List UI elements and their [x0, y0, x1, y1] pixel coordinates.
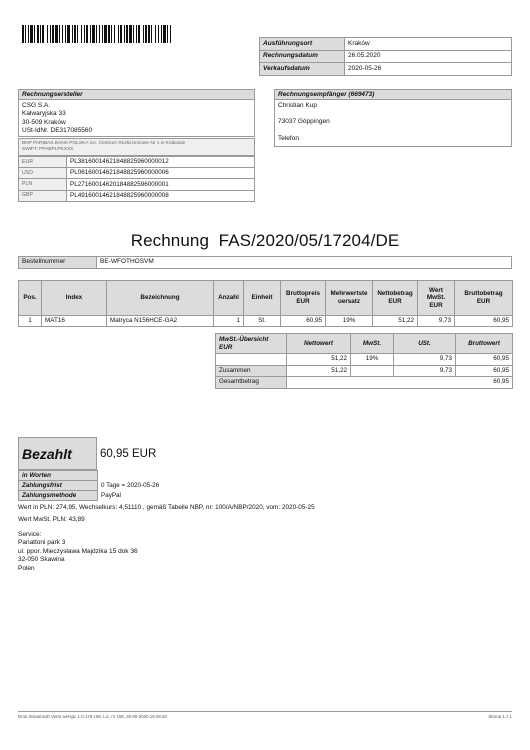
cell-gross-price: 60,95 [281, 316, 326, 327]
vat-cell-rate [351, 365, 394, 377]
order-row [19, 257, 512, 269]
cell-gross-amount: 60,95 [455, 316, 513, 327]
vat-header-gross: Bruttowert [456, 334, 513, 354]
recipient-address [275, 100, 511, 145]
col-header-index: Index [42, 281, 107, 316]
vat-cell-net: 51,22 [287, 365, 351, 377]
col-header-quantity: Anzahl [214, 281, 244, 316]
account-number: PL49160014621848825960000008 [67, 190, 255, 201]
paid-status-label: Bezahlt [18, 437, 97, 470]
payment-method-label: Zahlungsmethode [19, 491, 98, 501]
order-number-value: BE-WFOTHOSVM [97, 257, 512, 269]
footer-software-info: Druk Streamsoft Verto wersja: 1.0.178.168, Lic. nr 168, 26-05-2020 15:46:20 [18, 714, 167, 719]
total-value: 60,95 [287, 377, 513, 389]
vat-cell-rate: 19% [351, 354, 394, 366]
vat-cell-label [216, 354, 287, 366]
service-line: ul. ppor. Mieczysława Majdzika 15 dok 36 [18, 547, 138, 555]
meta-row-sale-date [260, 63, 512, 76]
vat-cell-net: 51,22 [287, 354, 351, 366]
col-header-gross-price: Bruttopreis EUR [281, 281, 326, 316]
issuer-street: Kalwaryjska 33 [22, 110, 66, 118]
bank-swift: SWIFT: PPABPLPKXXX [22, 147, 74, 153]
vat-summary-table [215, 333, 513, 389]
vat-cell-tax: 9,73 [394, 354, 456, 366]
recipient-box [274, 89, 512, 147]
table-row [216, 365, 513, 377]
col-header-vat-amount: Wert MwSt. EUR [418, 281, 455, 316]
table-row [19, 316, 513, 327]
order-number-label: Bestellnummer [19, 257, 97, 269]
service-line: Panattoni park 3 [18, 539, 66, 547]
account-row [19, 190, 255, 201]
in-words-value [98, 471, 318, 481]
account-row [19, 157, 255, 168]
in-words-label: in Worten [19, 471, 98, 481]
vat-cell-gross: 60,95 [456, 354, 513, 366]
footer-page-number: Strona 1 z 1 [488, 714, 512, 719]
cell-index: MAT16 [42, 316, 107, 327]
sale-date-label: Verkaufsdatum [260, 63, 345, 76]
cell-net-amount: 51,22 [373, 316, 418, 327]
items-header-row [19, 281, 513, 316]
col-header-unit: Einheit [244, 281, 281, 316]
account-currency: USD [19, 168, 67, 179]
issuer-city: 30-509 Kraków [22, 118, 66, 126]
cell-quantity: 1 [214, 316, 244, 327]
vat-header-summary: MwSt.-Übersicht EUR [216, 334, 287, 354]
order-number-table [18, 256, 512, 269]
execution-place-value: Kraków [345, 38, 512, 51]
account-row [19, 179, 255, 190]
recipient-phone-label: Telefon [278, 134, 299, 142]
pln-vat-note: Wert MwSt. PLN: 43,89 [18, 516, 85, 523]
col-header-description: Bezeichnung [107, 281, 214, 316]
execution-place-label: Ausführungsort [260, 38, 345, 51]
cell-vat-rate: 19% [326, 316, 373, 327]
invoice-date-value: 26.05.2020 [345, 50, 512, 63]
issuer-address [19, 100, 254, 137]
payment-row-words [19, 471, 318, 481]
payment-row-due [19, 481, 318, 491]
col-header-vat-rate: Mehrwertste uersatz [326, 281, 373, 316]
pln-value-note: Wert in PLN: 274,95, Wechselkurs: 4,51110 , gemäß Tabelle NBP, nr: 100/A/NBP/2020, vom: 2020-05-25 [18, 504, 315, 511]
account-row [19, 168, 255, 179]
cell-vat-amount: 9,73 [418, 316, 455, 327]
vat-cell-gross: 60,95 [456, 365, 513, 377]
issuer-header: Rechnungsersteller [19, 90, 254, 100]
invoice-title: Rechnung FAS/2020/05/17204/DE [130, 231, 400, 250]
service-address [18, 531, 138, 573]
bank-accounts-table [18, 156, 255, 202]
account-number: PL27160014620184882596000001 [67, 179, 255, 190]
footer-divider [18, 711, 512, 712]
cell-pos: 1 [19, 316, 42, 327]
vat-cell-tax: 9,73 [394, 365, 456, 377]
col-header-pos: Pos. [19, 281, 42, 316]
meta-row-execution-place [260, 38, 512, 51]
barcode [22, 25, 232, 43]
service-label: Service: [18, 531, 42, 538]
payment-method-value: PayPal [101, 491, 121, 499]
account-number: PL38160014621848825960000012 [67, 157, 255, 168]
vat-header-rate: MwSt. [351, 334, 394, 354]
vat-header-row [216, 334, 513, 354]
service-line: 32-050 Skawina [18, 556, 65, 564]
vat-header-net: Nettowert [287, 334, 351, 354]
bank-info [18, 138, 255, 156]
col-header-net-amount: Nettobetrag EUR [373, 281, 418, 316]
col-header-gross-amount: Bruttobetrag EUR [455, 281, 513, 316]
items-table [18, 280, 513, 327]
recipient-header: Rechnungsempfänger (669473) [275, 90, 511, 100]
vat-total-row [216, 377, 513, 389]
total-label: Gesamtbetrag [216, 377, 287, 389]
cell-unit: St. [244, 316, 281, 327]
issuer-vat-id: USt-IdNr. DE317085560 [22, 126, 93, 134]
vat-cell-label: Zusammen [216, 365, 287, 377]
issuer-name: CSG S.A. [22, 102, 51, 109]
bank-name: BNP PARIBAS BANK POLSKA SA. Centrum Rozliczeniowe Nr 1 w Krakowie [22, 141, 186, 146]
payment-row-method [19, 491, 318, 501]
account-currency: PLN [19, 179, 67, 190]
recipient-name: Christian Kup [278, 102, 318, 109]
payment-due-label: Zahlungsfrist [19, 481, 98, 491]
payment-details-table [18, 470, 318, 501]
sale-date-value: 2020-05-26 [345, 63, 512, 76]
cell-description: Matryca N156HCE-GA2 [107, 316, 214, 327]
payment-due-value: 0 Tage = 2020-05-26 [101, 481, 160, 489]
issuer-box [18, 89, 255, 137]
vat-header-tax: USt. [394, 334, 456, 354]
account-currency: GBP [19, 190, 67, 201]
invoice-meta-table [259, 37, 512, 76]
service-line: Polen [18, 564, 35, 572]
meta-row-invoice-date [260, 50, 512, 63]
invoice-date-label: Rechnungsdatum [260, 50, 345, 63]
account-number: PL06160014621848825960000006 [67, 168, 255, 179]
account-currency: EUR [19, 157, 67, 168]
paid-amount: 60,95 EUR [100, 448, 157, 460]
table-row [216, 354, 513, 366]
recipient-city: 73037 Göppingen [278, 118, 330, 126]
